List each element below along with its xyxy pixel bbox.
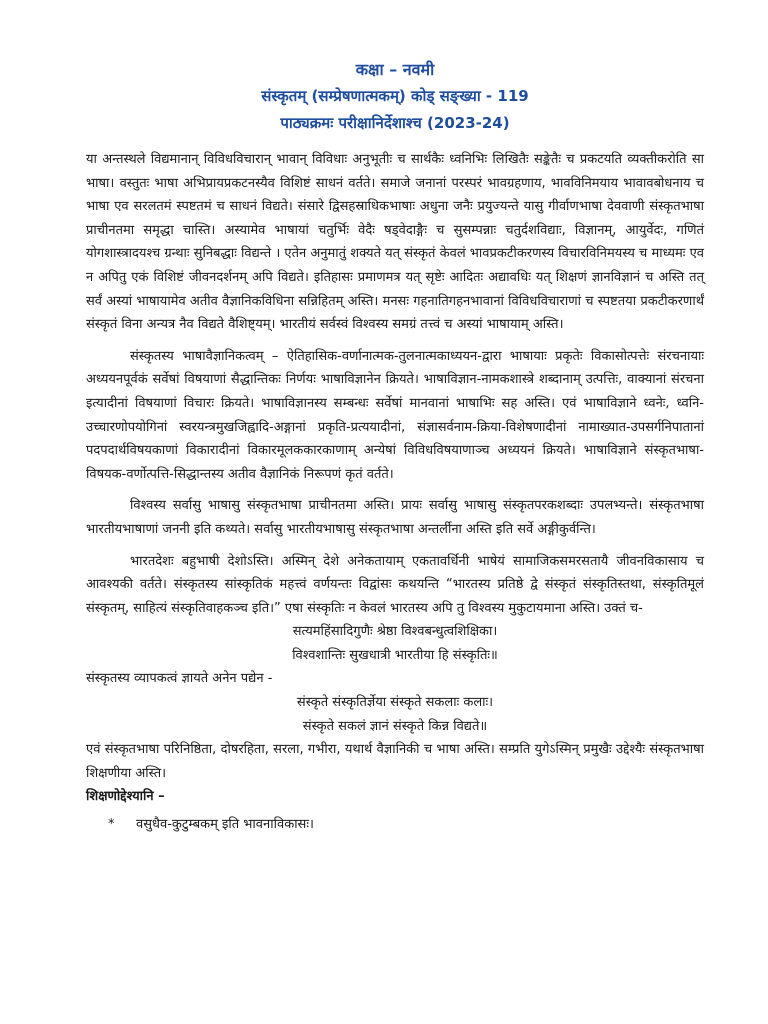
subject-code-title: संस्कृतम् (सम्प्रेषणात्मकम्) कोड् सङ्ख्या - 119 <box>261 87 529 105</box>
linguistics-paragraph: संस्कृतस्य भाषावैज्ञानिकत्वम् – ऐतिहासिक-वर्णानात्मक-तुलनात्मकाध्ययन-द्वारा भाषायाः प्रकृतेः विकासोत्पत्तेः संरचनायाः अध्ययनपूर्वकं सर्वेषां विषयाणां सैद्धान्तिकः निर्णयः भाषाविज्ञानेन क्रियते। भाषाविज्ञान-नामकशास्त्रे शब्दानाम् उत्पत्तिः, वाक्यानां संरचना इत्यादीनां विषयाणां विचारः क्रियते। भाषाविज्ञानस्य सम्बन्धः सर्वेषां मानवानां भाषाभिः सह अस्ति। एवं भाषाविज्ञाने ध्वनेः, ध्वनि-उच्चारणोपयोगिनां स्वरयन्त्रमुखजिह्वादि-अङ्गानां प्रकृति-प्रत्ययादीनां, संज्ञासर्वनाम-क्रिया-विशेषणादीनां नामाख्यात-उपसर्गनिपातानां पदपदार्थविषयकाणां विकारादीनां विकारमूलककारकाणाम् अन्येषां विविधविषयाणाञ्च अध्ययनं क्रियते। भाषाविज्ञाने संस्कृतभाषा-विषयक-वर्णोत्पत्ति-सिद्धान्तस्य अतीव वैज्ञानिकं निरूपणं कृतं वर्तते। <box>86 348 704 482</box>
closing-paragraph: एवं संस्कृतभाषा परिनिष्ठिता, दोषरहिता, सरला, गभीरा, यथार्थ वैज्ञानिकी च भाषा अस्ति। सम्प्रति युगेऽस्मिन् प्रमुखैः उद्देश्यैः संस्कृतभाषा शिक्षणीया अस्ति। <box>86 742 704 781</box>
class-title: कक्षा – नवमी <box>355 60 435 79</box>
objectives-heading: शिक्षणोद्देश्यानि – <box>86 789 165 805</box>
antiquity-paragraph: विश्वस्य सर्वासु भाषासु संस्कृतभाषा प्राचीनतमा अस्ति। प्रायः सर्वासु भाषासु संस्कृतपरकशब्दाः उपलभ्यन्ते। संस्कृतभाषा भारतीयभाषाणां जननी इति कथ्यते। सर्वासु भारतीयभाषासु संस्कृतभाषा अन्तर्लीना अस्ति इति सर्वे अङ्गीकुर्वन्ति। <box>86 498 704 537</box>
culture-paragraph: भारतदेशः बहुभाषी देशोऽस्ति। अस्मिन् देशे अनेकतायाम् एकतावर्धिनी भाषेयं सामाजिकसमरसतायै जीवनविकासाय च आवश्यकी वर्तते। संस्कृतस्य सांस्कृतिकं महत्त्वं वर्णयन्तः विद्वांसः कथयन्ति “भारतस्य प्रतिष्ठे द्वे संस्कृतं संस्कृतिस्तथा, संस्कृतिमूलं संस्कृतम्, साहित्यं संस्कृतिवाहकञ्च इति।” एषा संस्कृतिः न केवलं भारतस्य अपि तु विश्वस्य मुकुटायमाना अस्ति। उक्तं च- <box>86 553 704 616</box>
verse-line: संस्कृते सकलं ज्ञानं संस्कृते किन्न विद्यते॥ <box>302 718 488 734</box>
list-item <box>108 813 704 837</box>
verse-line: संस्कृते संस्कृतिर्ज्ञेया संस्कृते सकलाः कलाः। <box>296 695 494 711</box>
verse-line: विश्वशान्तिः सुखधात्री भारतीया हि संस्कृतिः॥ <box>292 647 498 663</box>
bullet-text: वसुधैव-कुटुम्बकम् इति भावनाविकासः। <box>136 817 314 833</box>
verse-intro-line: संस्कृतस्य व्यापकत्वं ज्ञायते अनेन पद्येन - <box>86 671 273 687</box>
verse-line: सत्यमहिंसादिगुणैः श्रेष्ठा विश्वबन्धुत्वशिक्षिका। <box>292 624 498 640</box>
document-header <box>86 56 704 137</box>
intro-paragraph: या अन्तस्थले विद्यमानान् विविधविचारान् भावान् विविधाः अनुभूतीः च सार्थकैः ध्वनिभिः लिखितैः सङ्केतैः च प्रकटयति व्यक्तीकरोति सा भाषा। वस्तुतः भाषा अभिप्रायप्रकटनस्यैव विशिष्टं साधनं वर्तते। समाजे जनानां परस्परं भावग्रहणाय, भावविनिमयाय भावावबोधनाय च भाषा एव सरलतमं स्पष्टतमं च साधनं विद्यते। संसारे द्विसहस्राधिकभाषाः अधुना जनैः प्रयुज्यन्ते यासु गीर्वाणभाषा देववाणी संस्कृतभाषा प्राचीनतमा समृद्धा चास्ति। अस्यामेव भाषायां चतुर्भिः वेदैः षड्वेदाङ्गैः च सुसम्पन्नाः चतुर्दशविद्याः, विज्ञानम्, आयुर्वेदः, गणितं योगशास्त्रादयश्च ग्रन्थाः सुनिबद्धाः विद्यन्ते । एतेन अनुमातुं शक्यते यत् संस्कृतं केवलं भावप्रकटीकरणस्य विचारविनिमयस्य च माध्यमः एव न अपितु एकं विशिष्टं जीवनदर्शनम् अपि विद्यते। इतिहासः प्रमाणमत्र यत् सृष्टेः आदितः अद्यावधिः यत् शिक्षणं ज्ञानविज्ञानं च अस्ति तत् सर्वं अस्यां भाषायामेव अतीव वैज्ञानिकविधिना सन्निहितम् अस्ति। मनसः गहनातिगहनभावानां विविधविचाराणां च स्पष्टतया प्रकटीकरणार्थं संस्कृतं विना अन्यत्र नैव विद्यते वैशिष्ट्यम्। भारतीयं सर्वस्वं विश्वस्य समग्रं तत्त्वं च अस्यां भाषायाम् अस्ति। <box>86 152 704 333</box>
bullet-marker: * <box>108 817 115 833</box>
syllabus-title: पाठ्यक्रमः परीक्षानिर्देशाश्च (2023-24) <box>280 114 510 132</box>
